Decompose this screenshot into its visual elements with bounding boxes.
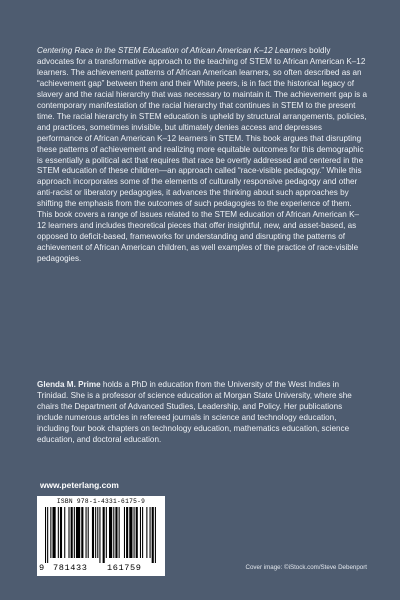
barcode-bar [129,507,132,558]
barcode-bar [152,507,154,563]
barcode-bar [68,507,69,558]
cover-image-credit: Cover image: ©iStock.com/Steve Debenport [245,564,367,571]
barcode-bar [64,507,65,558]
blurb-text: boldly advocates for a transformative approach to the teaching of STEM to African American K–12 learners. The achievement patterns of African American learners, so often described as an “achievement gap” between them and their White peers, is in fact the historical legacy of slavery and the racial hierarchy that was necessary to maintain it. The achievement gap is a contemporary manifestation of the racial hierarchy that continues in STEM to the present time. The racial hierarchy in STEM education is upheld by structural arrangements, policies, and practices, sometimes invisible, but ultimately denies access and depresses performance of African American K–12 learners in STEM. This book argues that disrupting these patterns of achievement and realizing more equitable outcomes for this demographic is essentially a political act that requires that race be overtly addressed and centered in the STEM education of these children—an approach called “race-visible pedagogy.” While this approach incorporates some of the elements of culturally responsive pedagogy and other anti-racist or liberatory pedagogies, it advances the thinking about such approaches by shifting the emphasis from the outcomes of such pedagogies to the experience of them. This book covers a range of issues related to the STEM education of African American K–12 learners and includes theoretical pieces that offer insightful, new, and asset-based, as opposed to deficit-based, frameworks for understanding and disrupting the patterns of achievement of African American children, as well examples of the practice of race-visible pedagogies. [37,46,367,264]
barcode-digit-left-group: 781433 [53,563,88,573]
isbn-label: ISBN 978-1-4331-6175-9 [56,498,146,505]
barcode-bar [106,507,107,558]
author-bio [37,380,365,446]
author-bio-text: holds a PhD in education from the University of the West Indies in Trinidad. She is a professor of science education at Morgan State University, where she chairs the Department of Advanced Studies, Leadership, and Policy. Her publications include numerous articles in refereed journals in science and technology education, including four book chapters on technology education, mathematics education, science education, and doctoral education. [37,380,352,444]
barcode-bar [113,507,114,558]
barcode-bar [95,507,96,558]
book-title: Centering Race in the STEM Education of African American K–12 Learners [37,46,307,55]
barcode-bar [115,507,117,558]
barcode-bar [103,507,105,563]
barcode-bar [88,507,89,558]
barcode-bar [109,507,112,558]
publisher-website: www.peterlang.com [40,480,119,490]
barcode-bar [119,507,120,558]
barcode-bar [60,507,62,558]
barcode-bar [97,507,98,558]
barcode-bar [71,507,73,558]
barcode-digit-right-group: 161759 [107,563,142,573]
barcode-bar [76,507,80,558]
barcode-bar [142,507,143,558]
barcode-bar [136,507,138,558]
barcode-bar [86,507,87,558]
barcode-digits [39,562,161,574]
barcode-bar [45,507,46,563]
barcode-bar [140,507,141,558]
barcode-bar [134,507,135,558]
back-cover-blurb [37,46,367,265]
barcode-bar [124,507,125,558]
barcode-bar [99,507,100,563]
barcode-bar [50,507,51,558]
barcode-bar [74,507,75,558]
barcode-bars [45,507,157,563]
barcode-bar [81,507,83,558]
barcode-bar [47,507,48,563]
barcode-bar [146,507,147,558]
barcode-bar [58,507,59,558]
barcode-bar [150,507,151,558]
barcode-bar [155,507,156,563]
barcode-digit-lead: 9 [39,563,45,573]
barcode-bar [92,507,94,558]
barcode-bar [126,507,128,558]
barcode-bar [52,507,55,558]
author-name: Glenda M. Prime [37,380,101,389]
isbn-barcode [37,496,165,576]
